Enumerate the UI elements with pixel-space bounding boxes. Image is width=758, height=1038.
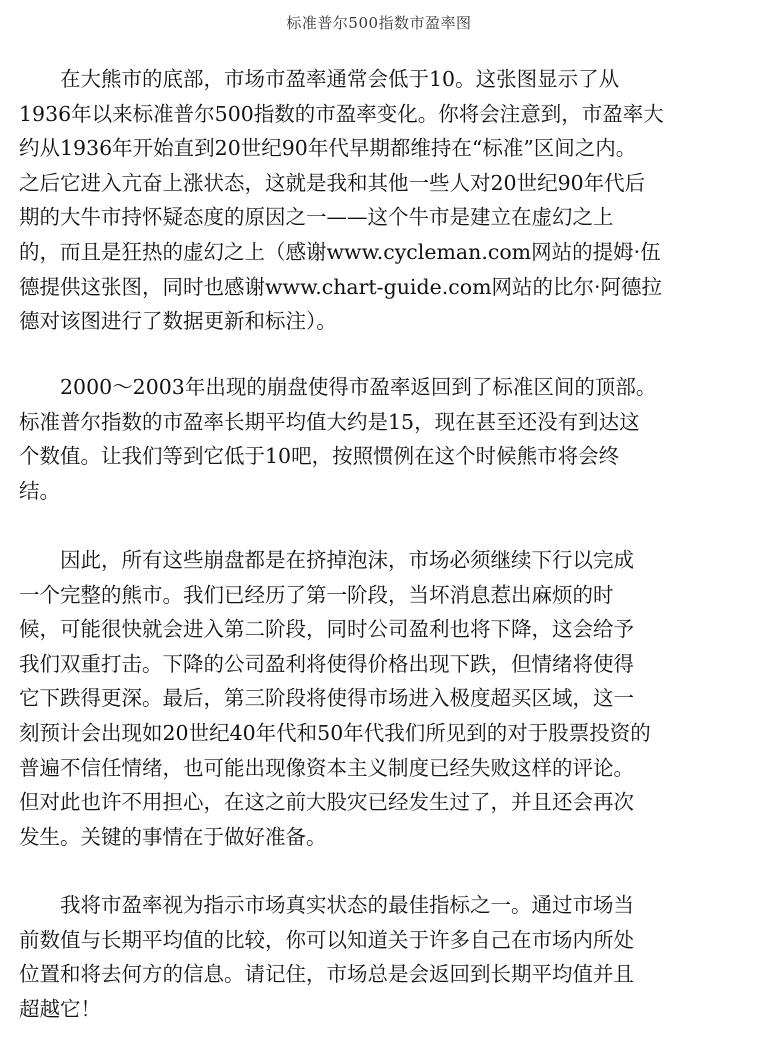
paragraph-line: 我将市盈率视为指示市场真实状态的最佳指标之一。通过市场当: [19, 893, 634, 917]
paragraph-1: [19, 62, 741, 339]
paragraph-line: 结。: [19, 478, 60, 503]
paragraph-4: [19, 888, 741, 1026]
paragraph-line: 普遍不信任情绪，也可能出现像资本主义制度已经失败这样的评论。: [19, 755, 634, 780]
paragraph-line: 超越它！: [19, 996, 101, 1021]
paragraph-line: 一个完整的熊市。我们已经历了第一阶段，当坏消息惹出麻烦的时: [19, 582, 614, 607]
paragraph-line: 我们双重打击。下降的公司盈利将使得价格出现下跌，但情绪将使得: [19, 651, 634, 676]
paragraph-line: 位置和将去何方的信息。请记住，市场总是会返回到长期平均值并且: [19, 962, 634, 987]
paragraph-line: 因此，所有这些崩盘都是在挤掉泡沫，市场必须继续下行以完成: [19, 548, 634, 572]
paragraph-line: 2000～2003年出现的崩盘使得市盈率返回到了标准区间的顶部。: [19, 375, 657, 399]
paragraph-line: 之后它进入亢奋上涨状态，这就是我和其他一些人对20世纪90年代后: [19, 170, 646, 195]
paragraph-line: 它下跌得更深。最后，第三阶段将使得市场进入极度超买区域，这一: [19, 686, 634, 711]
paragraph-line: 个数值。让我们等到它低于10吧，按照惯例在这个时候熊市将会终: [19, 444, 620, 469]
paragraph-line: 前数值与长期平均值的比较，你可以知道关于许多自己在市场内所处: [19, 927, 634, 952]
paragraph-line: 发生。关键的事情在于做好准备。: [19, 824, 327, 849]
paragraph-line: 但对此也许不用担心，在这之前大股灾已经发生过了，并且还会再次: [19, 790, 634, 815]
paragraph-3: [19, 543, 741, 854]
paragraph-line: 在大熊市的底部，市场市盈率通常会低于10。这张图显示了从: [19, 67, 620, 91]
paragraph-line: 标准普尔指数的市盈率长期平均值大约是15，现在甚至还没有到达这: [19, 409, 640, 434]
paragraph-line: 期的大牛市持怀疑态度的原因之一——这个牛市是建立在虚幻之上: [19, 205, 614, 230]
paragraph-line: 约从1936年开始直到20世纪90年代早期都维持在“标准”区间之内。: [19, 136, 637, 161]
paragraph-line: 的，而且是狂热的虚幻之上（感谢www.cycleman.com网站的提姆·伍: [19, 239, 661, 264]
paragraph-line: 候，可能很快就会进入第二阶段，同时公司盈利也将下降，这会给予: [19, 617, 634, 642]
paragraph-line: 1936年以来标准普尔500指数的市盈率变化。你将会注意到，市盈率大: [19, 101, 664, 126]
paragraph-line: 德提供这张图，同时也感谢www.chart-guide.com网站的比尔·阿德拉: [19, 274, 663, 299]
paragraph-2: [19, 370, 741, 508]
paragraph-line: 德对该图进行了数据更新和标注）。: [19, 309, 337, 334]
paragraph-line: 刻预计会出现如20世纪40年代和50年代我们所见到的对于股票投资的: [19, 720, 651, 745]
figure-caption: 标准普尔500指数市盈率图: [286, 14, 472, 32]
